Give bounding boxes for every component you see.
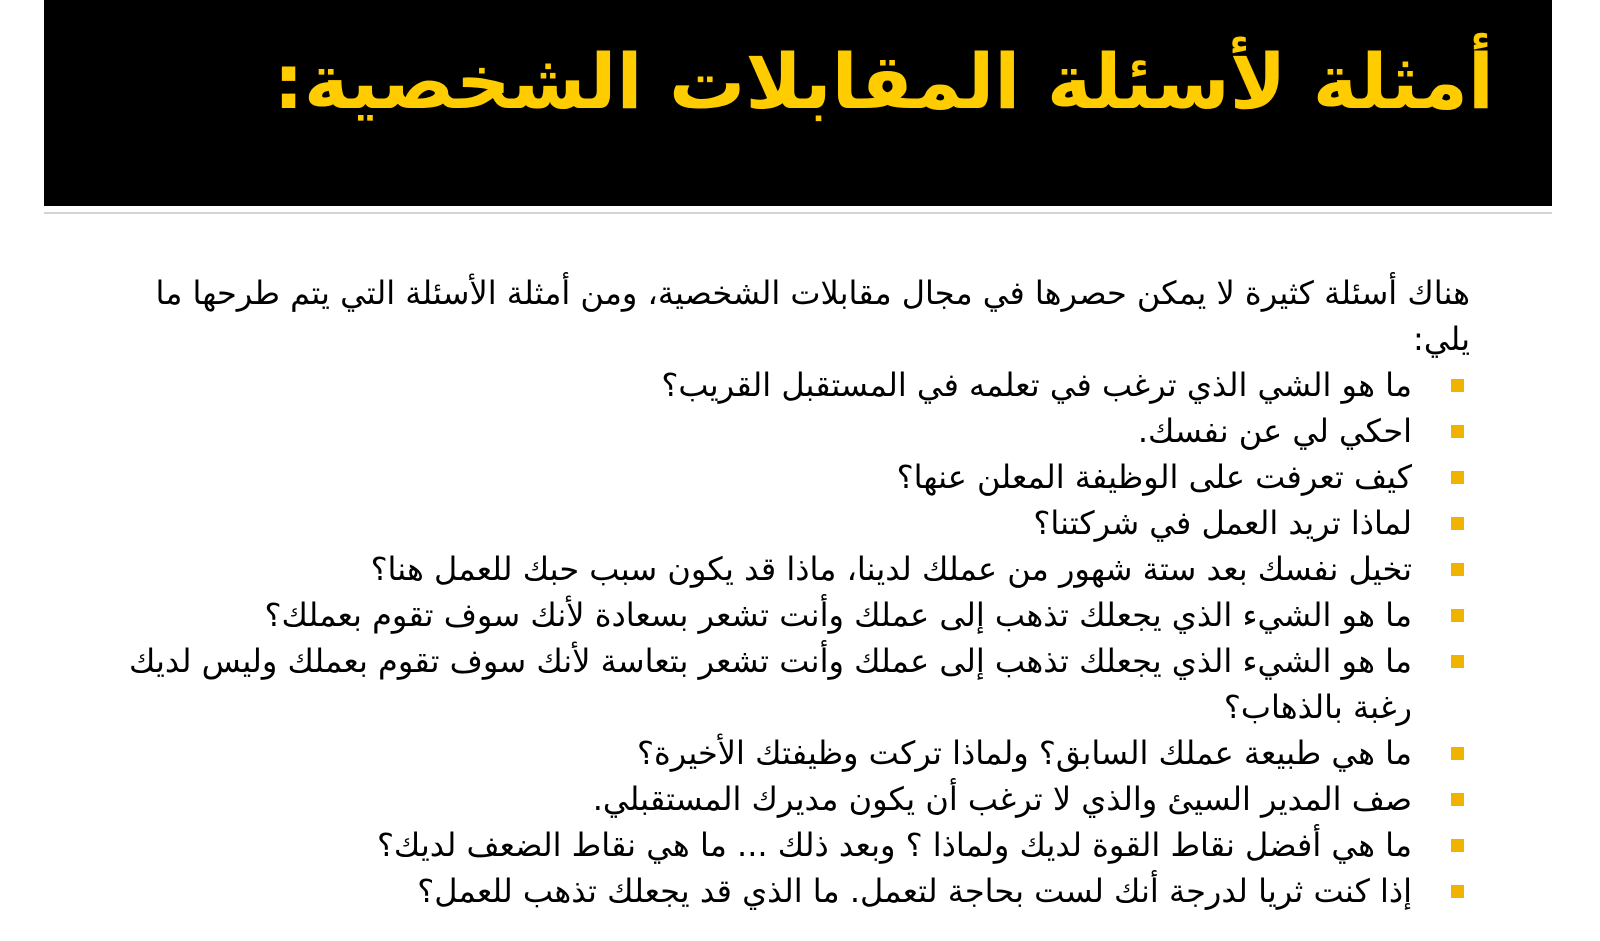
list-item xyxy=(110,408,1470,454)
bullet-icon xyxy=(1451,379,1464,392)
list-item-text: لماذا تريد العمل في شركتنا؟ xyxy=(1033,504,1412,542)
bullet-icon xyxy=(1451,793,1464,806)
list-item xyxy=(110,776,1470,822)
intro-paragraph: هناك أسئلة كثيرة لا يمكن حصرها في مجال مقابلات الشخصية، ومن أمثلة الأسئلة التي يتم طرحها ما يلي: xyxy=(155,274,1470,358)
list-item-text: احكي لي عن نفسك. xyxy=(1137,412,1412,450)
bullet-icon xyxy=(1451,839,1464,852)
slide-title: أمثلة لأسئلة المقابلات الشخصية: xyxy=(273,37,1494,126)
list-item-text: إذا كنت ثريا لدرجة أنك لست بحاجة لتعمل. ما الذي قد يجعلك تذهب للعمل؟ xyxy=(417,872,1412,910)
bullet-icon xyxy=(1451,885,1464,898)
list-item xyxy=(110,362,1470,408)
bullet-icon xyxy=(1451,747,1464,760)
list-item-text: تخيل نفسك بعد ستة شهور من عملك لدينا، ماذا قد يكون سبب حبك للعمل هنا؟ xyxy=(370,550,1412,588)
question-list xyxy=(110,362,1470,914)
list-item xyxy=(110,454,1470,500)
list-item-text: كيف تعرفت على الوظيفة المعلن عنها؟ xyxy=(896,458,1412,496)
list-item-text: ما هو الشيء الذي يجعلك تذهب إلى عملك وأنت تشعر بسعادة لأنك سوف تقوم بعملك؟ xyxy=(264,596,1412,634)
slide-content xyxy=(110,270,1470,914)
bullet-icon xyxy=(1451,471,1464,484)
list-item-text: ما هو الشيء الذي يجعلك تذهب إلى عملك وأنت تشعر بتعاسة لأنك سوف تقوم بعملك وليس لديك رغبة بالذهاب؟ xyxy=(129,642,1412,726)
bullet-icon xyxy=(1451,609,1464,622)
list-item-text: ما هو الشي الذي ترغب في تعلمه في المستقبل القريب؟ xyxy=(661,366,1412,404)
list-item xyxy=(110,500,1470,546)
list-item-text: ما هي طبيعة عملك السابق؟ ولماذا تركت وظيفتك الأخيرة؟ xyxy=(636,734,1412,772)
list-item xyxy=(110,730,1470,776)
list-item xyxy=(110,638,1470,730)
list-item xyxy=(110,546,1470,592)
list-item xyxy=(110,592,1470,638)
title-divider xyxy=(44,212,1552,214)
title-bar xyxy=(44,0,1552,206)
list-item xyxy=(110,868,1470,914)
bullet-icon xyxy=(1451,655,1464,668)
bullet-icon xyxy=(1451,563,1464,576)
list-item-text: صف المدير السيئ والذي لا ترغب أن يكون مديرك المستقبلي. xyxy=(592,780,1412,818)
bullet-icon xyxy=(1451,425,1464,438)
list-item-text: ما هي أفضل نقاط القوة لديك ولماذا ؟ وبعد ذلك ... ما هي نقاط الضعف لديك؟ xyxy=(376,826,1412,864)
bullet-icon xyxy=(1451,517,1464,530)
list-item xyxy=(110,822,1470,868)
